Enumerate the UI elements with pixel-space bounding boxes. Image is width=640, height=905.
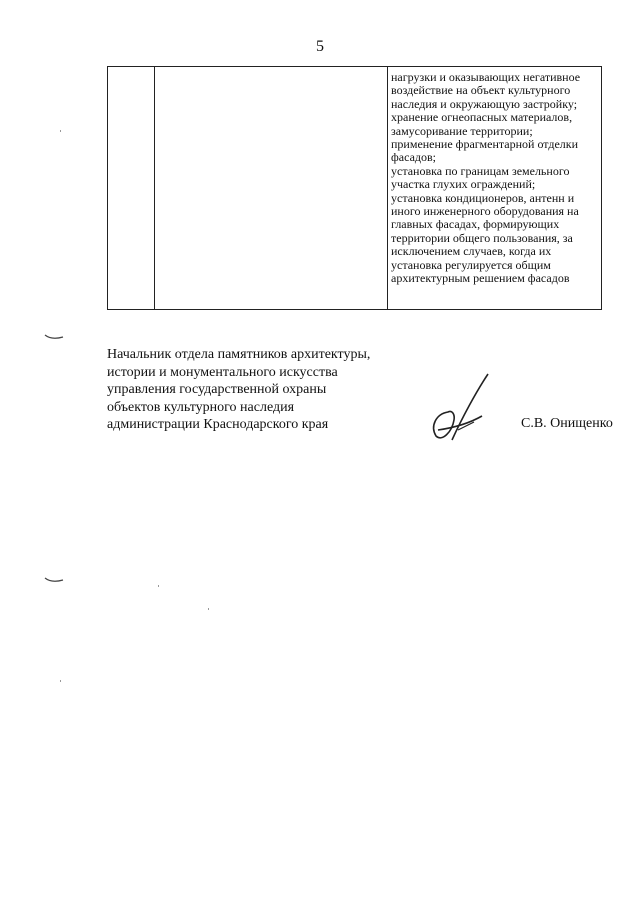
signatory-name: С.В. Онищенко [521,416,613,431]
signatory-position-line: управления государственной охраны [107,382,327,397]
table-cell-line: замусоривание территории; [391,123,533,138]
table-cell-restrictions [391,71,601,286]
table-cell-line: фасадов; [391,150,437,165]
page-number: 5 [316,38,324,55]
margin-binding-mark [44,577,64,583]
scan-speck [158,585,159,587]
table-cell-line: установка регулируется общим [391,257,551,272]
table-cell-line: наследия и окружающую застройку; [391,96,578,111]
table-cell-line: хранение огнеопасных материалов, [391,110,573,125]
table-cell-line: установка по границам земельного [391,163,570,178]
table-column-divider [154,67,155,309]
table-cell-line: воздействие на объект культурного [391,83,571,98]
table-column-divider [387,67,388,309]
table-cell-line: территории общего пользования, за [391,230,573,245]
table-cell-line: нагрузки и оказывающих негативное [391,70,581,84]
table-cell-line: применение фрагментарной отделки [391,137,579,152]
table-cell-line: исключением случаев, когда их [391,244,552,259]
signatory-position-line: истории и монументального искусства [107,364,338,380]
table-cell-line: главных фасадах, формирующих [391,217,560,232]
signatory-position [107,346,370,434]
signatory-position-line: объектов культурного наследия [107,399,295,415]
scan-speck [60,680,61,682]
table-cell-line: архитектурным решением фасадов [391,271,570,286]
scan-speck [208,608,209,610]
table-cell-line: иного инженерного оборудования на [391,204,579,219]
margin-binding-mark [44,334,64,340]
signatory-position-line: Начальник отдела памятников архитектуры, [107,347,371,362]
scan-speck [60,130,61,132]
signatory-position-line: администрации Краснодарского края [107,417,329,432]
table-cell-line: установка кондиционеров, антенн и [391,190,575,205]
document-table [107,66,602,310]
handwritten-signature [418,370,498,450]
table-cell-line: участка глухих ограждений; [391,177,536,192]
